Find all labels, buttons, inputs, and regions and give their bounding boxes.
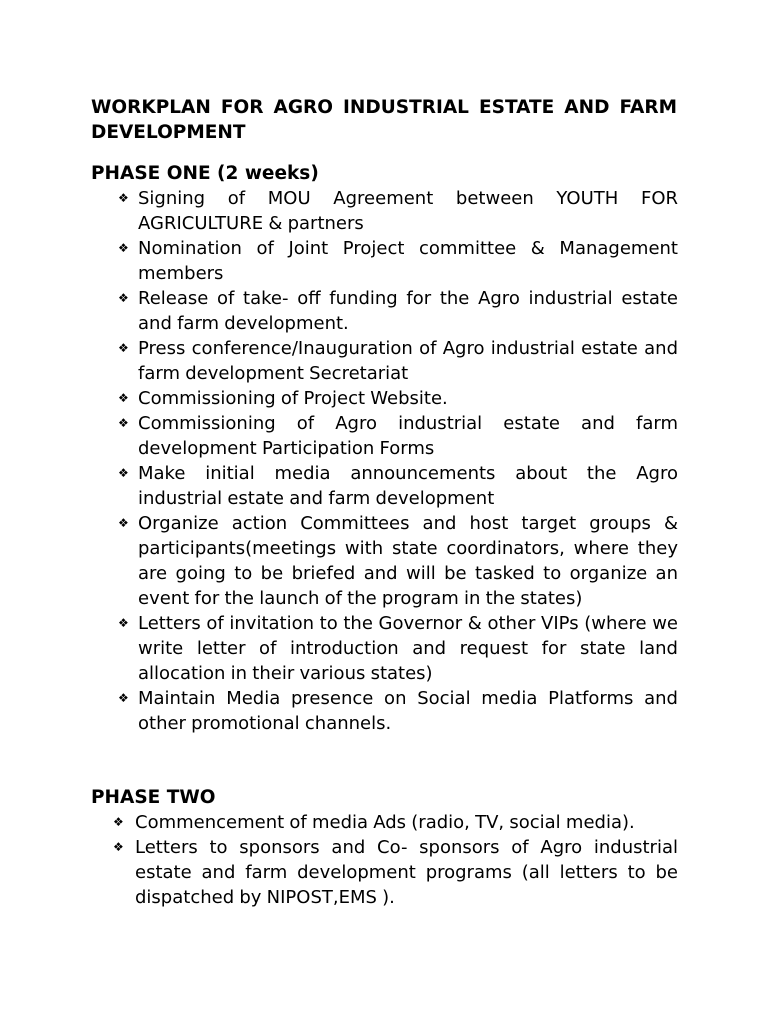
list-item xyxy=(118,336,678,386)
diamond-bullet-icon: ❖ xyxy=(118,391,129,405)
list-item xyxy=(118,461,678,511)
list-item-text: Commissioning of Agro industrial estate and farm development Participation Forms xyxy=(138,413,678,459)
diamond-bullet-icon: ❖ xyxy=(118,516,129,530)
list-item-text: Nomination of Joint Project committee & Management members xyxy=(138,238,678,284)
list-item xyxy=(118,411,678,461)
list-item-text: Press conference/Inauguration of Agro industrial estate and farm development Secretariat xyxy=(138,338,678,384)
phase-two-heading: PHASE TWO xyxy=(91,787,216,808)
diamond-bullet-icon: ❖ xyxy=(118,191,129,205)
diamond-bullet-icon: ❖ xyxy=(118,416,129,430)
list-item-text: Commissioning of Project Website. xyxy=(138,388,448,409)
list-item-text: Maintain Media presence on Social media Platforms and other promotional channels. xyxy=(138,688,678,734)
list-item xyxy=(118,286,678,336)
document-title: WORKPLAN FOR AGRO INDUSTRIAL ESTATE AND FARM DEVELOPMENT xyxy=(91,97,677,143)
diamond-bullet-icon: ❖ xyxy=(118,691,129,705)
diamond-bullet-icon: ❖ xyxy=(118,291,129,305)
list-item xyxy=(113,810,678,835)
diamond-bullet-icon: ❖ xyxy=(118,616,129,630)
list-item xyxy=(118,611,678,686)
list-item xyxy=(118,686,678,736)
list-item-text: Letters of invitation to the Governor & other VIPs (where we write letter of introduction and request for state land allocation in their various states) xyxy=(138,613,678,684)
diamond-bullet-icon: ❖ xyxy=(113,815,124,829)
phase-one-list xyxy=(118,186,678,736)
phase-one-heading: PHASE ONE (2 weeks) xyxy=(91,163,319,184)
list-item-text: Make initial media announcements about the Agro industrial estate and farm development xyxy=(138,463,678,509)
list-item-text: Organize action Committees and host target groups & participants(meetings with state coordinators, where they are going to be briefed and will be tasked to organize an event for the launch of the program in the states) xyxy=(138,513,678,609)
list-item xyxy=(118,186,678,236)
list-item xyxy=(118,236,678,286)
list-item xyxy=(118,386,678,411)
list-item-text: Letters to sponsors and Co- sponsors of Agro industrial estate and farm development programs (all letters to be dispatched by NIPOST,EMS ). xyxy=(135,837,678,908)
diamond-bullet-icon: ❖ xyxy=(118,466,129,480)
list-item xyxy=(118,511,678,611)
list-item xyxy=(113,835,678,910)
list-item-text: Commencement of media Ads (radio, TV, social media). xyxy=(135,812,635,833)
phase-two-list xyxy=(113,810,678,910)
diamond-bullet-icon: ❖ xyxy=(113,840,124,854)
diamond-bullet-icon: ❖ xyxy=(118,341,129,355)
diamond-bullet-icon: ❖ xyxy=(118,241,129,255)
list-item-text: Release of take- off funding for the Agro industrial estate and farm development. xyxy=(138,288,678,334)
list-item-text: Signing of MOU Agreement between YOUTH FOR AGRICULTURE & partners xyxy=(138,188,678,234)
